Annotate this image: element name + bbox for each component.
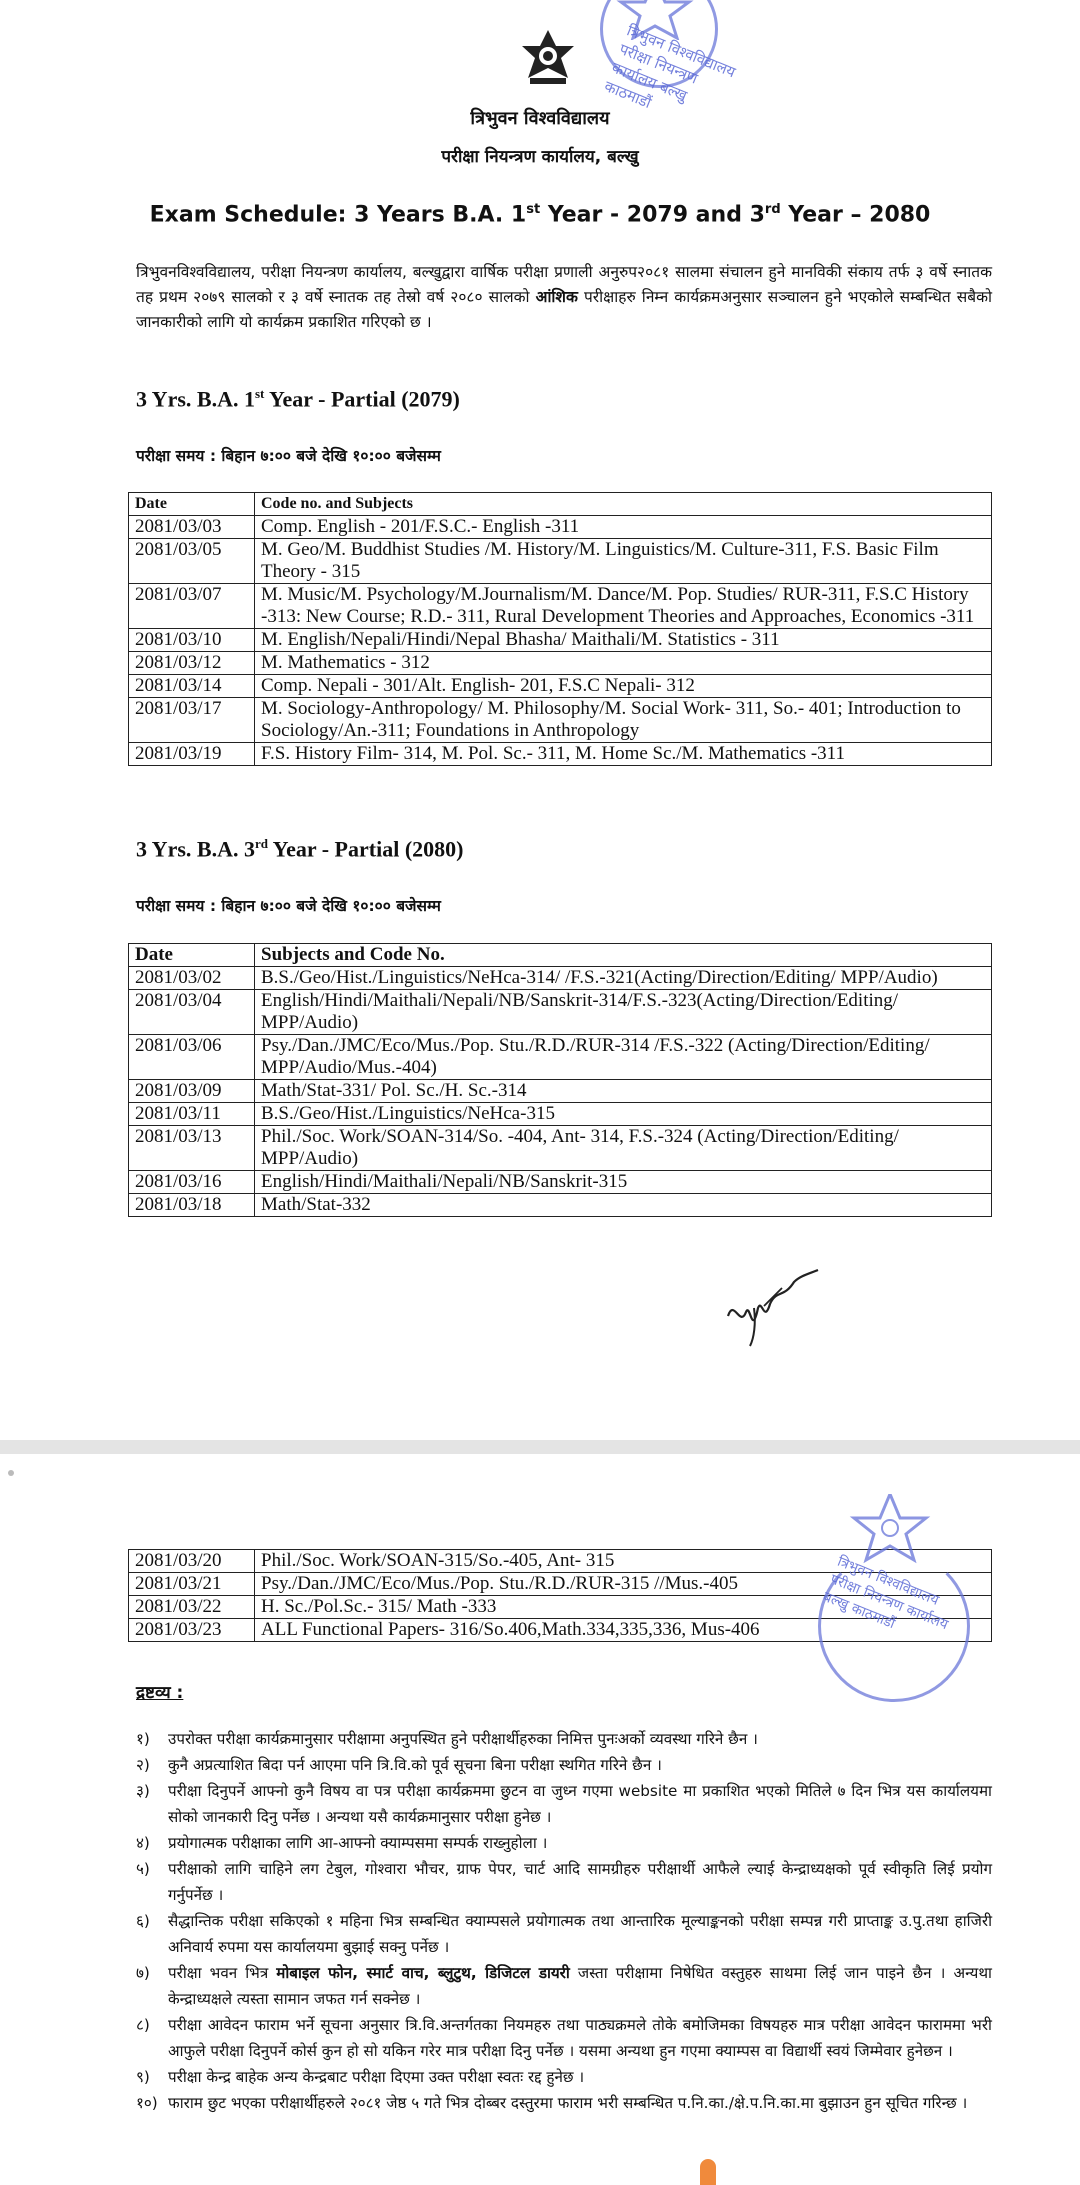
table-row [129,629,992,652]
exam-date-cell: 2081/03/11 [129,1103,255,1126]
list-item: २) कुनै अप्रत्याशित बिदा पर्न आएमा पनि त्रि.वि.को पूर्व सूचना बिना परीक्षा स्थगित गरिने छैन । [136,1756,662,1774]
exam-subject-cell: Phil./Soc. Work/SOAN-314/So. -404, Ant- 314, F.S.-324 (Acting/Direction/Editing/ MPP/Audio) [255,1126,992,1171]
table-row [129,516,992,539]
exam-date-cell: 2081/03/17 [129,698,255,743]
exam-subject-cell: Psy./Dan./JMC/Eco/Mus./Pop. Stu./R.D./RUR-315 //Mus.-405 [255,1573,992,1596]
exam-subject-cell: M. English/Nepali/Hindi/Nepal Bhasha/ Maithali/M. Statistics - 311 [255,629,992,652]
exam-subject-cell: ALL Functional Papers- 316/So.406,Math.334,335,336, Mus-406 [255,1619,992,1642]
list-item: ३) परीक्षा दिनुपर्ने आफ्नो कुनै विषय वा पत्र परीक्षा कार्यक्रममा छुटन वा जुध्न गएमा website मा प्रकाशित भएको मितिले ७ दिन भित्र यस कार्यालयमा सोको जानकारी दिनु पर्नेछ । अन्यथा यसै कार्यक्रमानुसार परीक्षा हुनेछ । [136,1782,992,1826]
list-item: ६) सैद्धान्तिक परीक्षा सकिएको १ महिना भित्र सम्बन्धित क्याम्पसले प्रयोगात्मक तथा आन्तारिक मूल्याङ्कनको परीक्षा सम्पन्न गरी प्राप्ताङ्क उ.पु.तथा हाजिरी अनिवार्य रुपमा यस कार्यालयमा बुझाई सक्नु पर्नेछ । [136,1912,992,1956]
exam-date-cell: 2081/03/16 [129,1171,255,1194]
page-separator [0,1440,1080,1454]
exam-date-cell: 2081/03/12 [129,652,255,675]
office-name: परीक्षा नियन्त्रण कार्यालय, बल्खु [441,147,639,167]
stamp-text-2: त्रिभुवन विश्वविद्यालय परीक्षा नियन्त्रण कार्यालय बल्खु काठमाडौं [820,1553,951,1634]
exam-subject-cell: B.S./Geo/Hist./Linguistics/NeHca-315 [255,1103,992,1126]
list-item: १०) फाराम छुट भएका परीक्षार्थीहरुले २०८१ जेष्ठ ५ गते भित्र दोब्बर दस्तुरमा फाराम भरी सम्बन्धित प.नि.का./क्षे.प.नि.का.मा बुझाउन हुन सूचित गरिन्छ । [136,2094,968,2112]
section1-heading: 3 Yrs. B.A. 1st Year - Partial (2079) [136,386,460,412]
subject-column-header: Code no. and Subjects [255,493,992,516]
section2-exam-time: परीक्षा समय : बिहान ७:०० बजे देखि १०:०० बजेसम्म [136,897,441,915]
table-row [129,990,992,1035]
tu-emblem-icon [518,28,578,88]
exam-date-cell: 2081/03/07 [129,584,255,629]
exam-date-cell: 2081/03/02 [129,967,255,990]
exam-subject-cell: M. Geo/M. Buddhist Studies /M. History/M. Linguistics/M. Culture-311, F.S. Basic Film Theory - 315 [255,539,992,584]
exam-date-cell: 2081/03/21 [129,1573,255,1596]
exam-subject-cell: Math/Stat-331/ Pol. Sc./H. Sc.-314 [255,1080,992,1103]
exam-date-cell: 2081/03/13 [129,1126,255,1171]
table-row [129,743,992,766]
list-item: १) उपरोक्त परीक्षा कार्यक्रमानुसार परीक्षामा अनुपस्थित हुने परीक्षार्थीहरुका निमित्त पुनःअर्को व्यवस्था गरिने छैन । [136,1730,758,1748]
table-row [129,967,992,990]
list-item: ८) परीक्षा आवेदन फाराम भर्ने सूचना अनुसार त्रि.वि.अन्तर्गतका नियमहरु तथा पाठ्यक्रमले तोके बमोजिमका विषयहरु मात्र परीक्षा आवेदन फाराममा भरी आफुले परीक्षा दिनुपर्ने कोर्स कुन हो सो यकिन गरेर मात्र परीक्षा दिनु पर्नेछ । यसमा अन्यथा हुन गएमा क्याम्पस वा विद्यार्थी स्वयं जिम्मेवार हुनेछन । [136,2016,992,2060]
exam-subject-cell: M. Music/M. Psychology/M.Journalism/M. Dance/M. Pop. Studies/ RUR-311, F.S.C History -313: New Course; R.D.- 311, Rural Development Theories and Approaches, Economics -311 [255,584,992,629]
table-row [129,1103,992,1126]
exam-date-cell: 2081/03/18 [129,1194,255,1217]
list-item: ४) प्रयोगात्मक परीक्षाका लागि आ-आफ्नो क्याम्पसमा सम्पर्क राख्नुहोला । [136,1834,548,1852]
table-row [129,1080,992,1103]
exam-subject-cell: Comp. Nepali - 301/Alt. English- 201, F.S.C Nepali- 312 [255,675,992,698]
exam-subject-cell: H. Sc./Pol.Sc.- 315/ Math -333 [255,1596,992,1619]
intro-paragraph: त्रिभुवनविश्वविद्यालय, परीक्षा नियन्त्रण कार्यालय, बल्खुद्वारा वार्षिक परीक्षा प्रणाली अनुरुप२०८१ सालमा संचालन हुने मानविकी संकाय तर्फ ३ वर्षे स्नातक तह प्रथम २०७९ सालको र ३ वर्षे स्नातक तह तेस्रो वर्ष २०८० सालको आंशिक परीक्षाहरु निम्न कार्यक्रमअनुसार सञ्चालन हुने भएकोले सम्बन्धित सबैको जानकारीको लागि यो कार्यक्रम प्रकाशित गरिएको छ । [136,263,992,331]
page-title: Exam Schedule: 3 Years B.A. 1st Year - 2079 and 3rd Year – 2080 [149,202,931,228]
date-column-header: Date [129,944,255,967]
date-column-header: Date [129,493,255,516]
exam-subject-cell: Math/Stat-332 [255,1194,992,1217]
exam-date-cell: 2081/03/23 [129,1619,255,1642]
exam-date-cell: 2081/03/22 [129,1596,255,1619]
exam-subject-cell: B.S./Geo/Hist./Linguistics/NeHca-314/ /F.S.-321(Acting/Direction/Editing/ MPP/Audio) [255,967,992,990]
notes-heading: द्रष्टव्य : [136,1683,184,1703]
notice-page-2 [0,1454,1080,2185]
exam-subject-cell: M. Sociology-Anthropology/ M. Philosophy/M. Social Work- 311, So.- 401; Introduction to Sociology/An.-311; Foundations in Anthropology [255,698,992,743]
section2-heading: 3 Yrs. B.A. 3rd Year - Partial (2080) [136,836,464,862]
signature [724,1268,824,1348]
exam-date-cell: 2081/03/03 [129,516,255,539]
table-row [129,1171,992,1194]
section2-schedule-table [128,943,992,1217]
table-row [129,539,992,584]
university-name: त्रिभुवन विश्वविद्यालय [470,108,610,129]
exam-date-cell: 2081/03/10 [129,629,255,652]
list-item: ५) परीक्षाको लागि चाहिने लग टेबुल, गोश्वारा भौचर, ग्राफ पेपर, चार्ट आदि सामग्रीहरु परीक्षार्थी आफैले ल्याई केन्द्राध्यक्षको पूर्व स्वीकृति लिई प्रयोग गर्नुपर्नेछ । [136,1860,992,1904]
stamp-text: त्रिभुवन विश्वविद्यालय परीक्षा नियन्त्रण कार्यालय बल्खु काठमाडौं [601,21,739,112]
table-row [129,1126,992,1171]
table-header-row [129,493,992,516]
exam-subject-cell: Comp. English - 201/F.S.C.- English -311 [255,516,992,539]
exam-date-cell: 2081/03/06 [129,1035,255,1080]
subject-column-header: Subjects and Code No. [255,944,992,967]
notes-list [136,1726,992,2116]
exam-date-cell: 2081/03/09 [129,1080,255,1103]
exam-subject-cell: English/Hindi/Maithali/Nepali/NB/Sanskrit-315 [255,1171,992,1194]
table-row [129,1194,992,1217]
table-row [129,652,992,675]
exam-subject-cell: Phil./Soc. Work/SOAN-315/So.-405, Ant- 315 [255,1550,992,1573]
table-row [129,675,992,698]
scan-speck [8,1470,14,1476]
table-row [129,1035,992,1080]
exam-date-cell: 2081/03/19 [129,743,255,766]
table-row [129,698,992,743]
exam-subject-cell: M. Mathematics - 312 [255,652,992,675]
exam-date-cell: 2081/03/04 [129,990,255,1035]
exam-date-cell: 2081/03/20 [129,1550,255,1573]
section1-exam-time: परीक्षा समय : बिहान ७:०० बजे देखि १०:०० बजेसम्म [136,447,441,465]
list-item: ७) परीक्षा भवन भित्र मोबाइल फोन, स्मार्ट वाच, ब्लुटुथ, डिजिटल डायरी जस्ता परीक्षामा निषेधित वस्तुहरु साथमा लिई जान पाइने छैन । अन्यथा केन्द्राध्यक्षले त्यस्ता सामान जफत गर्न सक्नेछ । [136,1964,992,2008]
table-row [129,584,992,629]
exam-date-cell: 2081/03/05 [129,539,255,584]
table-header-row [129,944,992,967]
exam-subject-cell: Psy./Dan./JMC/Eco/Mus./Pop. Stu./R.D./RUR-314 /F.S.-322 (Acting/Direction/Editing/ MPP/Audio/Mus.-404) [255,1035,992,1080]
list-item: ९) परीक्षा केन्द्र बाहेक अन्य केन्द्रबाट परीक्षा दिएमा उक्त परीक्षा स्वतः रद्द हुनेछ । [136,2068,585,2086]
exam-subject-cell: F.S. History Film- 314, M. Pol. Sc.- 311, M. Home Sc./M. Mathematics -311 [255,743,992,766]
exam-date-cell: 2081/03/14 [129,675,255,698]
exam-subject-cell: English/Hindi/Maithali/Nepali/NB/Sanskrit-314/F.S.-323(Acting/Direction/Editing/ MPP/Audio) [255,990,992,1035]
scan-mark [700,2159,716,2185]
section1-schedule-table [128,492,992,766]
